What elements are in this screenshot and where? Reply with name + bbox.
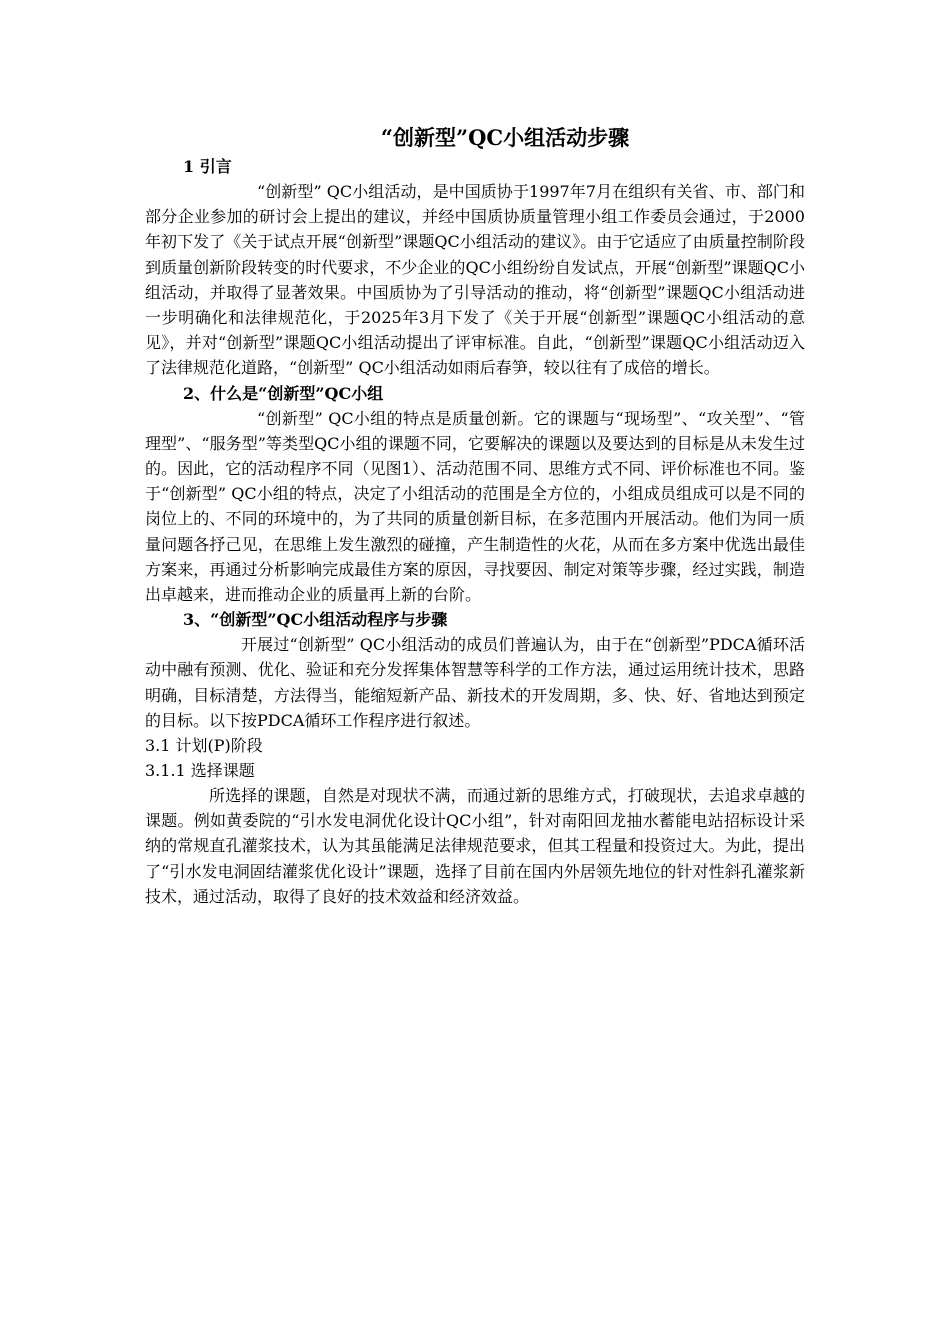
paragraph-procedure: 开展过“创新型” QC小组活动的成员们普遍认为，由于在“创新型”PDCA循环活动中融有预测、优化、验证和充分发挥集体智慧等科学的工作方法，通过运用统计技术，思路明确，目标清楚，方法得当，能缩短新产品、新技术的开发周期，多、快、好、省地达到预定的目标。以下按PDCA循环工作程序进行叙述。 bbox=[145, 635, 805, 730]
paragraph-intro: “创新型” QC小组活动，是中国质协于1997年7月在组织有关省、市、部门和部分企业参加的研讨会上提出的建议，并经中国质协质量管理小组工作委员会通过，于2000年初下发了《关于试点开展“创新型”课题QC小组活动的建议》。由于它适应了由质量控制阶段到质量创新阶段转变的时代要求，不少企业的QC小组纷纷自发试点，开展“创新型”课题QC小组活动，并取得了显著效果。中国质协为了引导活动的推动，将“创新型”课题QC小组活动进一步明确化和法律规范化，于2025年3月下发了《关于开展“创新型”课题QC小组活动的意见》，并对“创新型”课题QC小组活动提出了评审标准。自此，“创新型”课题QC小组活动迈入了法律规范化道路，“创新型” QC小组活动如雨后春笋，较以往有了成倍的增长。 bbox=[145, 182, 805, 378]
section-heading-intro: 1 引言 bbox=[183, 157, 232, 176]
paragraph-select-topic: 所选择的课题，自然是对现状不满，而通过新的思维方式，打破现状，去追求卓越的课题。例如黄委院的“引水发电洞优化设计QC小组”，针对南阳回龙抽水蓄能电站招标设计采纳的常规直孔灌浆技术，认为其虽能满足法律规范要求，但其工程量和投资过大。为此，提出了“引水发电洞固结灌浆优化设计”课题，选择了目前在国内外居领先地位的针对性斜孔灌浆新技术，通过活动，取得了良好的技术效益和经济效益。 bbox=[145, 786, 805, 906]
subheading-plan-phase: 3.1 计划(P)阶段 bbox=[145, 736, 263, 756]
section-heading-procedure: 3、“创新型”QC小组活动程序与步骤 bbox=[183, 610, 448, 630]
subheading-select-topic: 3.1.1 选择课题 bbox=[145, 761, 255, 781]
document-page bbox=[145, 122, 805, 909]
document-title: “创新型”QC小组活动步骤 bbox=[380, 125, 630, 150]
section-heading-what-is: 2、什么是“创新型”QC小组 bbox=[183, 383, 384, 403]
paragraph-what-is: “创新型” QC小组的特点是质量创新。它的课题与“现场型”、“攻关型”、“管理型”、“服务型”等类型QC小组的课题不同，它要解决的课题以及要达到的目标是从未发生过的。因此，它的活动程序不同（见图1）、活动范围不同、思维方式不同、评价标准也不同。鉴于“创新型” QC小组的特点，决定了小组活动的范围是全方位的，小组成员组成可以是不同的岗位上的、不同的环境中的，为了共同的质量创新目标，在多范围内开展活动。他们为同一质量问题各抒己见，在思维上发生激烈的碰撞，产生制造性的火花，从而在多方案中优选出最佳方案来，再通过分析影响完成最佳方案的原因，寻找要因、制定对策等步骤，经过实践，制造出卓越来，进而推动企业的质量再上新的台阶。 bbox=[145, 408, 805, 605]
